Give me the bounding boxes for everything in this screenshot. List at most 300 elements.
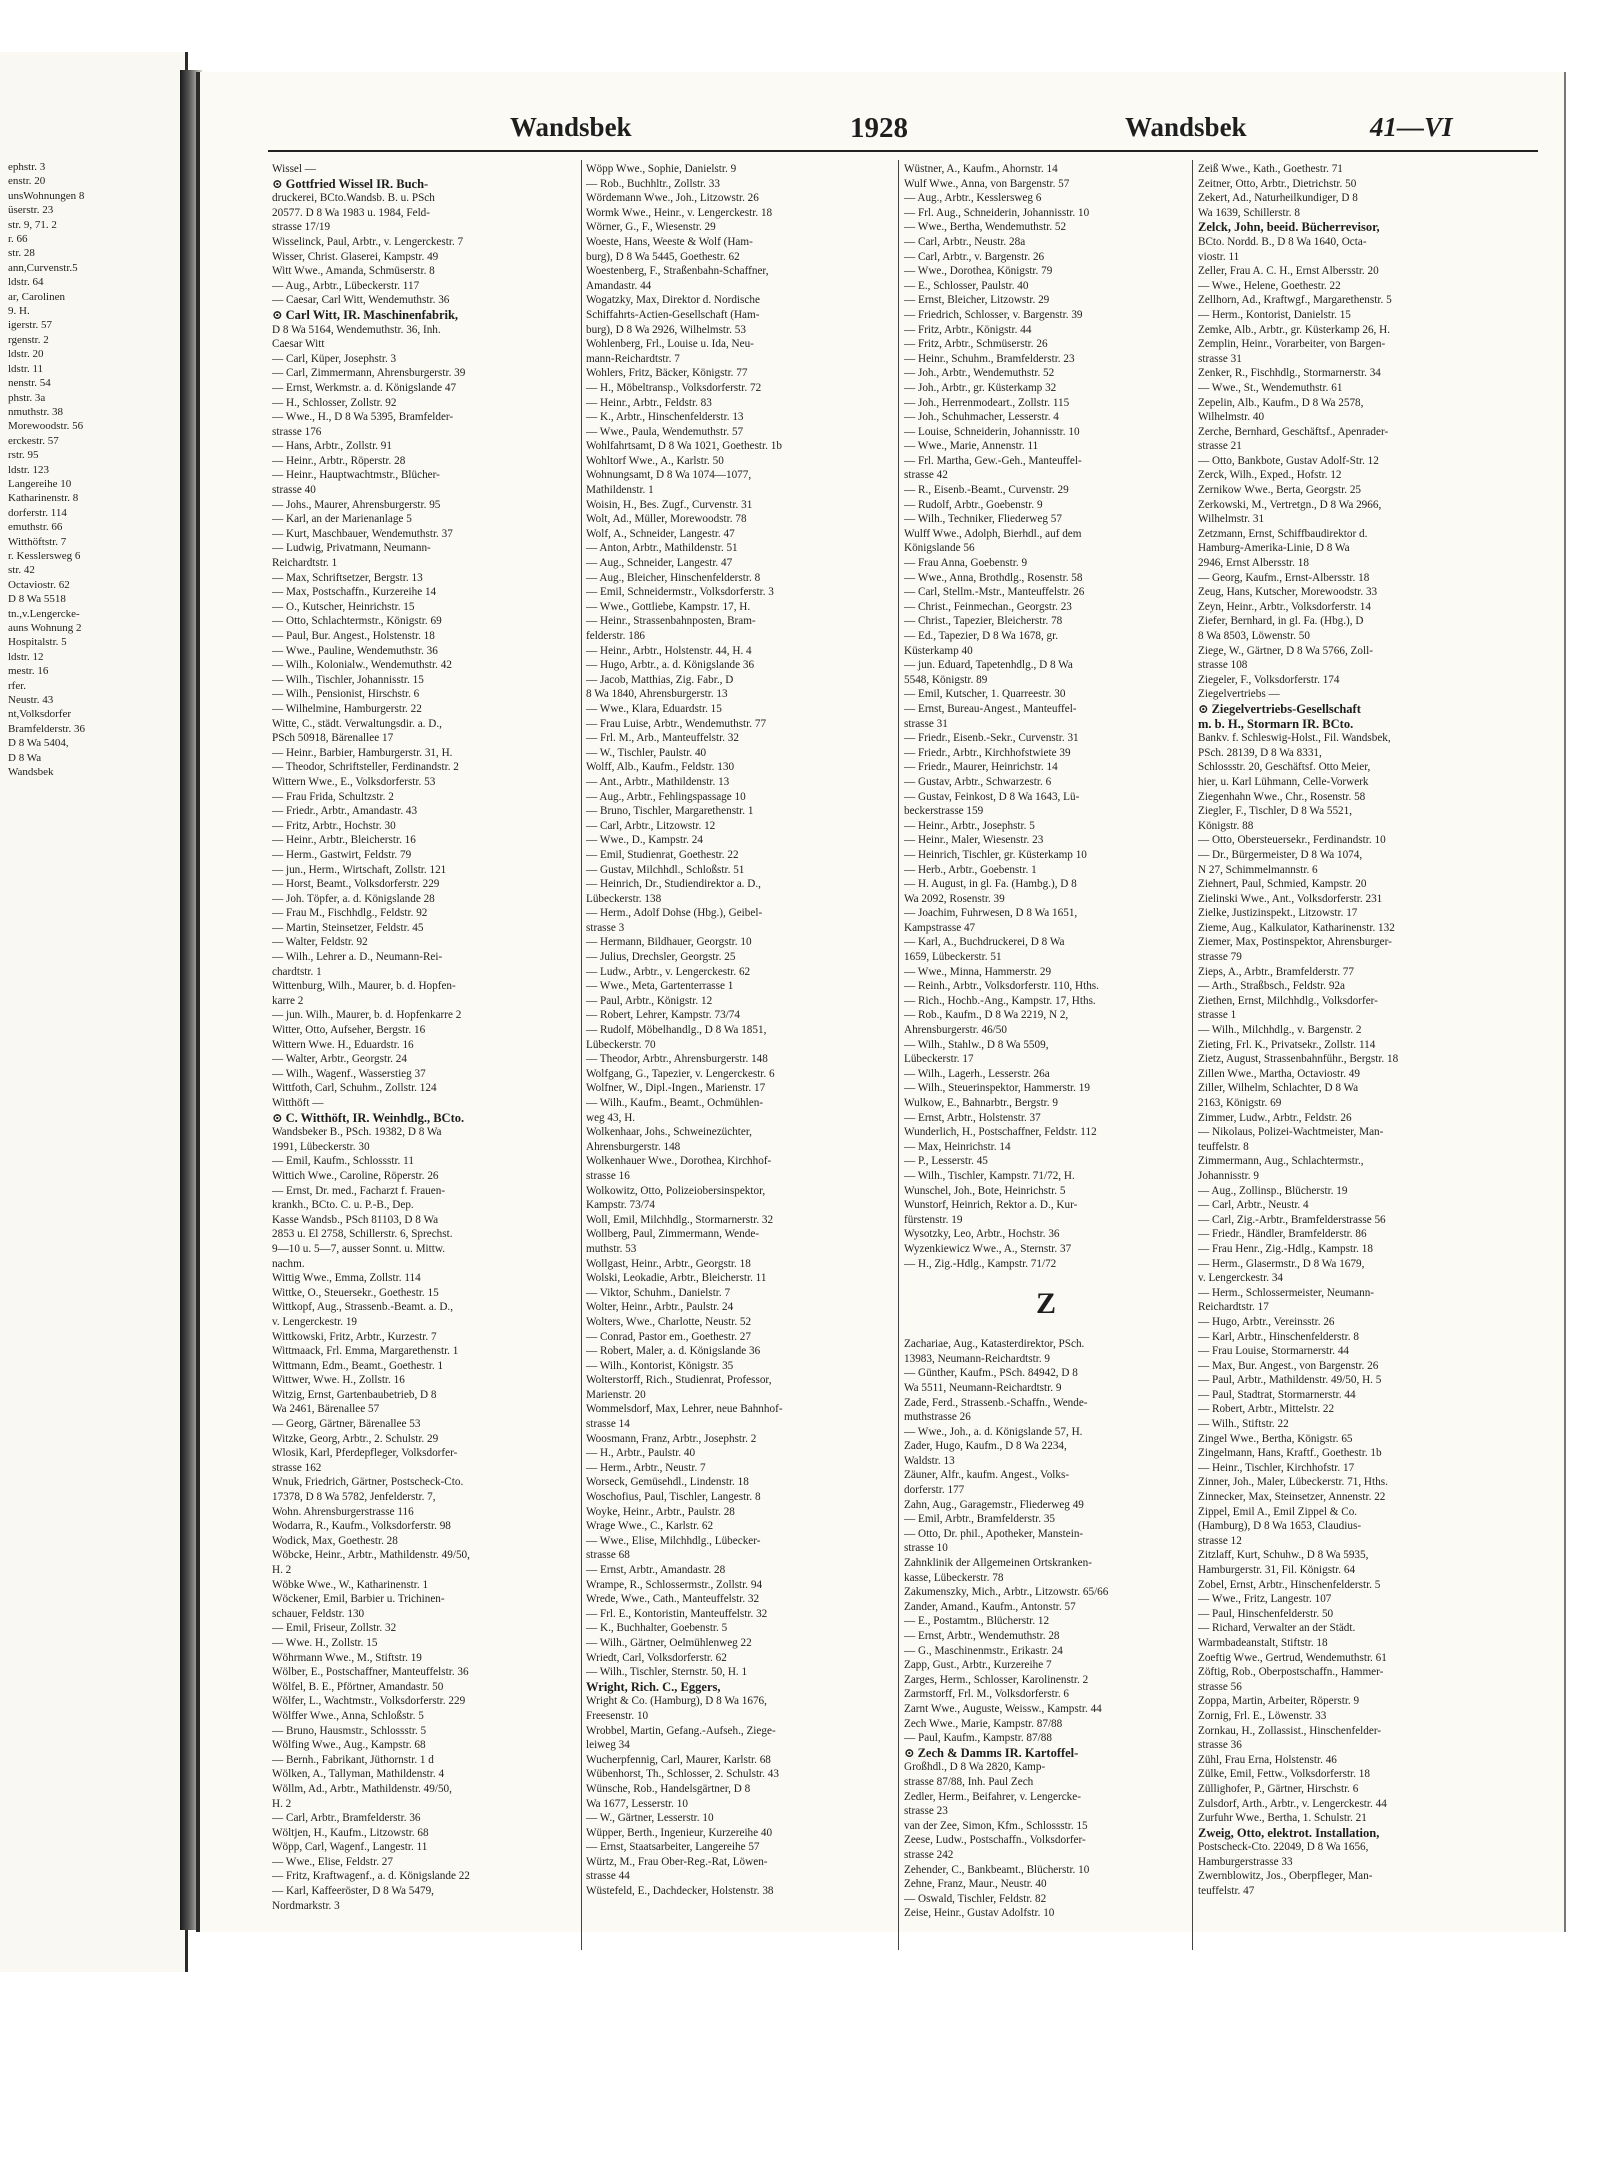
directory-entry: Freesenstr. 10: [586, 1709, 649, 1722]
facing-page-line: Witthöftstr. 7: [8, 535, 67, 548]
directory-entry: — Dr., Bürgermeister, D 8 Wa 1074,: [1198, 848, 1363, 861]
directory-entry: Wulkow, E., Bahnarbtr., Bergstr. 9: [904, 1097, 1058, 1109]
directory-entry: van der Zee, Simon, Kfm., Schlossstr. 15: [904, 1819, 1088, 1832]
facing-page-line: emuthstr. 66: [8, 521, 63, 534]
directory-entry: — Emil, Arbtr., Bramfelderstr. 35: [904, 1513, 1056, 1526]
directory-entry: — Frl. Martha, Gew.-Geh., Manteuffel-: [904, 454, 1082, 467]
directory-entry: Zornkau, H., Zollassist., Hinschenfelder-: [1198, 1724, 1382, 1737]
directory-entry: Zarges, Herm., Schlosser, Karolinenstr. 2: [904, 1673, 1089, 1686]
directory-entry: Zweig, Otto, elektrot. Installation,: [1198, 1825, 1380, 1840]
directory-entry: Zeese, Ludw., Postschaffn., Volksdorfer-: [904, 1834, 1086, 1847]
directory-entry: Lübeckerstr. 70: [586, 1038, 656, 1051]
directory-entry: — Wwe., Dorothea, Königstr. 79: [904, 265, 1053, 278]
directory-entry: Zielinski Wwe., Ant., Volksdorferstr. 231: [1198, 892, 1383, 905]
directory-entry: — Richard, Verwalter an der Städt.: [1198, 1622, 1356, 1635]
directory-entry: Wolterstorff, Rich., Studienrat, Professor,: [586, 1374, 772, 1387]
directory-entry: Wöbcke, Heinr., Arbtr., Mathildenstr. 49/50,: [272, 1549, 470, 1562]
directory-entry: — Aug., Arbtr., Fehlingspassage 10: [586, 790, 746, 803]
directory-entry: Wöllm, Ad., Arbtr., Mathildenstr. 49/50,: [272, 1782, 452, 1795]
facing-page-line: ephstr. 3: [8, 161, 46, 173]
directory-entry: Wittich Wwe., Caroline, Röperstr. 26: [272, 1169, 439, 1182]
directory-entry: ⊙ Zech & Damms IR. Kartoffel-: [904, 1745, 1079, 1760]
facing-page-line: tn.,v.Lengercke-: [8, 607, 80, 620]
directory-entry: Wünsche, Rob., Handelsgärtner, D 8: [586, 1782, 751, 1795]
directory-entry: — H., Möbeltransp., Volksdorferstr. 72: [586, 381, 762, 394]
directory-entry: 2853 u. El 2758, Schillerstr. 6, Sprechst.: [272, 1228, 453, 1241]
directory-entry: — K., Buchhalter, Goebenstr. 5: [586, 1622, 728, 1635]
facing-page-line: mestr. 16: [8, 665, 49, 678]
directory-entry: Wolski, Leokadie, Arbtr., Bleicherstr. 11: [586, 1272, 767, 1285]
directory-entry: — Frl. Aug., Schneiderin, Johannisstr. 10: [904, 206, 1090, 219]
directory-entry: Wittmaack, Frl. Emma, Margarethenstr. 1: [272, 1345, 459, 1358]
directory-entry: — Wilh., Wagenf., Wasserstieg 37: [272, 1067, 426, 1080]
directory-entry: — Joh., Arbtr., Wendemuthstr. 52: [904, 367, 1055, 380]
directory-entry: — Walter, Feldstr. 92: [272, 936, 368, 949]
directory-entry: — Nikolaus, Polizei-Wachtmeister, Man-: [1198, 1126, 1384, 1139]
directory-entry: — Wwe., Meta, Gartenterrasse 1: [586, 980, 734, 993]
directory-entry: — Wwe., Helene, Goethestr. 22: [1198, 279, 1341, 292]
directory-entry: — Wwe., Bertha, Wendemuthstr. 52: [904, 221, 1067, 234]
directory-entry: — Friedrich, Schlosser, v. Bargenstr. 39: [904, 308, 1083, 321]
facing-page-line: igerstr. 57: [8, 319, 52, 332]
directory-entry: Wolf, A., Schneider, Langestr. 47: [586, 527, 735, 540]
directory-entry: Wa 5511, Neumann-Reichardtstr. 9: [904, 1381, 1062, 1394]
facing-page-line: nenstr. 54: [8, 377, 51, 390]
directory-entry: burg), D 8 Wa 5445, Goethestr. 62: [586, 250, 740, 263]
directory-entry: Küsterkamp 40: [904, 644, 973, 657]
directory-entry: ⊙ Ziegelvertriebs-Gesellschaft: [1198, 701, 1361, 716]
directory-entry: — Paul, Hinschenfelderstr. 50: [1198, 1607, 1334, 1620]
directory-entry: Zimmer, Ludw., Arbtr., Feldstr. 26: [1198, 1111, 1352, 1124]
directory-entry: leiweg 34: [586, 1739, 630, 1752]
directory-entry: N 27, Schimmelmannstr. 6: [1198, 863, 1318, 876]
directory-entry: H. 2: [272, 1797, 292, 1810]
directory-entry: 5548, Königstr. 89: [904, 673, 988, 686]
directory-entry: Königslande 56: [904, 542, 975, 555]
directory-entry: — Georg, Gärtner, Bärenallee 53: [272, 1418, 421, 1431]
directory-entry: — Wilh., Gärtner, Oelmühlenweg 22: [586, 1636, 752, 1649]
directory-entry: v. Lengerckestr. 34: [1198, 1272, 1284, 1285]
directory-entry: — jun. Eduard, Tapetenhdlg., D 8 Wa: [904, 659, 1073, 672]
directory-entry: Zeug, Hans, Kutscher, Morewoodstr. 33: [1198, 586, 1378, 599]
directory-entry: — Friedr., Arbtr., Kirchhofstwiete 39: [904, 746, 1071, 759]
directory-entry: — Wwe., Paula, Wendemuthstr. 57: [586, 425, 744, 438]
directory-entry: Zurfuhr Wwe., Bertha, 1. Schulstr. 21: [1198, 1812, 1367, 1825]
directory-entry: Wüpper, Berth., Ingenieur, Kurzereihe 40: [586, 1826, 773, 1839]
directory-entry: Bankv. f. Schleswig-Holst., Fil. Wandsbek,: [1198, 732, 1391, 745]
directory-entry: Wriedt, Carl, Volksdorferstr. 62: [586, 1651, 727, 1664]
directory-entry: ⊙ Gottfried Wissel IR. Buch-: [272, 176, 429, 191]
facing-page-line: rgenstr. 2: [8, 333, 49, 346]
directory-entry: Wöhrmann Wwe., M., Stiftstr. 19: [272, 1651, 422, 1664]
facing-page-line: ldstr. 11: [8, 362, 44, 375]
directory-entry: — Joh. Töpfer, a. d. Königslande 28: [272, 892, 435, 905]
directory-entry: 13983, Neumann-Reichardtstr. 9: [904, 1352, 1051, 1365]
directory-entry: Wöckener, Emil, Barbier u. Trichinen-: [272, 1593, 445, 1606]
directory-entry: Zeyn, Heinr., Arbtr., Volksdorferstr. 14: [1198, 600, 1371, 613]
directory-entry: Woosmann, Franz, Arbtr., Josephstr. 2: [586, 1432, 757, 1445]
directory-entry: Zwernblowitz, Jos., Oberpfleger, Man-: [1198, 1870, 1373, 1883]
directory-entry: strasse 42: [904, 469, 948, 482]
directory-entry: Witt Wwe., Amanda, Schmüserstr. 8: [272, 265, 435, 278]
directory-entry: PSch. 28139, D 8 Wa 8331,: [1198, 746, 1322, 759]
directory-entry: Witthöft —: [272, 1097, 324, 1109]
directory-entry: — Günther, Kaufm., PSch. 84942, D 8: [904, 1367, 1078, 1380]
directory-entry: — Bruno, Hausmstr., Schlossstr. 5: [272, 1724, 427, 1737]
directory-entry: Wyzenkiewicz Wwe., A., Sternstr. 37: [904, 1242, 1072, 1255]
directory-entry: PSch 50918, Bärenallee 17: [272, 732, 394, 745]
facing-page-line: ar, Carolinen: [8, 290, 65, 303]
directory-entry: Wolfgang, G., Tapezier, v. Lengerckestr. 6: [586, 1067, 775, 1080]
facing-page-line: D 8 Wa 5518: [8, 593, 66, 606]
directory-entry: Ahrensburgerstr. 46/50: [904, 1024, 1007, 1037]
directory-entry: Witzke, Georg, Arbtr., 2. Schulstr. 29: [272, 1432, 439, 1445]
directory-entry: — Rob., Kaufm., D 8 Wa 2219, N 2,: [904, 1009, 1069, 1022]
directory-entry: strasse 16: [586, 1169, 630, 1182]
facing-page-line: ldstr. 123: [8, 463, 49, 476]
directory-entry: — Christ., Tapezier, Bleicherstr. 78: [904, 615, 1063, 628]
directory-entry: — Horst, Beamt., Volksdorferstr. 229: [272, 878, 440, 891]
directory-entry: Marienstr. 20: [586, 1388, 646, 1401]
directory-entry: — Aug., Zollinsp., Blücherstr. 19: [1198, 1184, 1348, 1197]
directory-entry: Wnuk, Friedrich, Gärtner, Postscheck-Cto.: [272, 1476, 464, 1489]
directory-entry: Zerche, Bernhard, Geschäftsf., Apenrader-: [1198, 425, 1389, 438]
directory-entry: weg 43, H.: [586, 1111, 636, 1124]
directory-entry: Reichardtstr. 17: [1198, 1301, 1269, 1314]
directory-entry: — Joh., Schuhmacher, Lesserstr. 4: [904, 411, 1059, 424]
directory-entry: — Emil, Schneidermstr., Volksdorferstr. 3: [586, 586, 774, 599]
directory-entry: Zemplin, Heinr., Vorarbeiter, von Bargen-: [1198, 338, 1386, 351]
column-separator: [581, 160, 582, 1950]
directory-entry: chardtstr. 1: [272, 965, 322, 978]
directory-entry: — Carl, Küper, Josephstr. 3: [272, 352, 397, 365]
directory-entry: — Louise, Schneiderin, Johannisstr. 10: [904, 425, 1080, 438]
facing-page-line: Neustr. 43: [8, 694, 54, 707]
directory-entry: — Robert, Arbtr., Mittelstr. 22: [1198, 1403, 1335, 1416]
directory-entry: — Carl, Arbtr., Bramfelderstr. 36: [272, 1812, 421, 1825]
directory-entry: — Paul, Kaufm., Kampstr. 87/88: [904, 1732, 1052, 1745]
directory-entry: — Karl, an der Marienanlage 5: [272, 513, 412, 526]
directory-entry: Wittmann, Edm., Beamt., Goethestr. 1: [272, 1359, 444, 1372]
directory-entry: — Robert, Lehrer, Kampstr. 73/74: [586, 1009, 740, 1022]
directory-entry: Zekert, Ad., Naturheilkundiger, D 8: [1198, 192, 1358, 205]
directory-entry: — Theodor, Arbtr., Ahrensburgerstr. 148: [586, 1053, 768, 1066]
facing-page-line: r. 66: [8, 233, 28, 246]
directory-entry: — Wilh., Kolonialw., Wendemuthstr. 42: [272, 659, 452, 672]
directory-entry: — Frau Anna, Goebenstr. 9: [904, 557, 1028, 570]
directory-entry: — Ernst, Bleicher, Litzowstr. 29: [904, 294, 1050, 307]
directory-entry: — Hans, Arbtr., Zollstr. 91: [272, 440, 392, 453]
directory-entry: — Frl. M., Arb., Manteuffelstr. 32: [586, 732, 739, 745]
directory-entry: Zarnt Wwe., Auguste, Weissw., Kampstr. 44: [904, 1702, 1102, 1715]
directory-entry: — Hermann, Bildhauer, Georgstr. 10: [586, 936, 752, 949]
directory-entry: Zenker, R., Fischhdlg., Stormarnerstr. 34: [1198, 367, 1381, 380]
directory-entry: Zeise, Heinr., Gustav Adolfstr. 10: [904, 1907, 1055, 1920]
directory-entry: Wittern Wwe. H., Eduardstr. 16: [272, 1038, 414, 1051]
facing-page-line: Hospitalstr. 5: [8, 636, 67, 649]
directory-entry: strasse 40: [272, 484, 316, 497]
directory-entry: Zöftig, Rob., Oberpostschaffn., Hammer-: [1198, 1666, 1384, 1679]
directory-entry: Wucherpfennig, Carl, Maurer, Karlstr. 68: [586, 1753, 771, 1766]
directory-entry: Wisser, Christ. Glaserei, Kampstr. 49: [272, 250, 439, 263]
directory-entry: 2946, Ernst Albersstr. 18: [1198, 557, 1309, 570]
directory-entry: Zapp, Gust., Arbtr., Kurzereihe 7: [904, 1659, 1052, 1672]
directory-entry: burg), D 8 Wa 2926, Wilhelmstr. 53: [586, 323, 746, 336]
directory-entry: — Heinr., Tischler, Kirchhofstr. 17: [1198, 1461, 1355, 1474]
directory-entry: Wüstefeld, E., Dachdecker, Holstenstr. 38: [586, 1885, 774, 1898]
directory-entry: — Max, Schriftsetzer, Bergstr. 13: [272, 571, 423, 584]
facing-page-line: rstr. 95: [8, 449, 39, 462]
directory-entry: BCto. Nordd. B., D 8 Wa 1640, Octa-: [1198, 235, 1367, 248]
directory-entry: Zech Wwe., Marie, Kampstr. 87/88: [904, 1717, 1063, 1730]
directory-entry: Wrage Wwe., C., Karlstr. 62: [586, 1520, 714, 1533]
directory-entry: — H., Arbtr., Paulstr. 40: [586, 1447, 696, 1460]
directory-entry: nachm.: [272, 1257, 305, 1270]
facing-page-line: nt,Volksdorfer: [8, 708, 72, 721]
facing-page-line: enstr. 20: [8, 175, 46, 188]
directory-entry: Wolter, Heinr., Arbtr., Paulstr. 24: [586, 1301, 734, 1314]
directory-entry: Wrampe, R., Schlossermstr., Zollstr. 94: [586, 1578, 763, 1591]
directory-entry: — Wilh., Lagerh., Lesserstr. 26a: [904, 1067, 1050, 1080]
directory-entry: Wogatzky, Max, Direktor d. Nordische: [586, 294, 760, 307]
directory-entry: — Heinr., Arbtr., Holstenstr. 44, H. 4: [586, 644, 752, 657]
directory-entry: 8 Wa 8503, Löwenstr. 50: [1198, 630, 1310, 642]
directory-entry: Nordmarkstr. 3: [272, 1899, 340, 1912]
directory-entry: Wohltorf Wwe., A., Karlstr. 50: [586, 454, 724, 467]
section-letter: Z: [1035, 1287, 1056, 1321]
directory-entry: 9—10 u. 5—7, ausser Sonnt. u. Mittw.: [272, 1242, 445, 1255]
directory-entry: Wodarra, R., Kaufm., Volksdorferstr. 98: [272, 1520, 451, 1533]
directory-entry: v. Lengerckestr. 19: [272, 1315, 358, 1328]
facing-page-line: 9. H.: [8, 305, 30, 318]
header-right-title: Wandsbek: [1125, 112, 1247, 142]
directory-column-4: [1198, 162, 1552, 1942]
directory-entry: Zinnecker, Max, Steinsetzer, Annenstr. 22: [1198, 1491, 1386, 1504]
directory-entry: — Wilh., Milchhdlg., v. Bargenstr. 2: [1198, 1024, 1362, 1037]
directory-entry: Kampstr. 73/74: [586, 1199, 655, 1212]
directory-entry: Woll, Emil, Milchhdlg., Stormarnerstr. 32: [586, 1213, 774, 1226]
directory-entry: Wolfner, W., Dipl.-Ingen., Marienstr. 17: [586, 1082, 766, 1095]
directory-entry: — H., Schlosser, Zollstr. 92: [272, 396, 397, 409]
directory-entry: — Wilh., Stiftstr. 22: [1198, 1418, 1289, 1431]
directory-entry: Wright, Rich. C., Eggers,: [586, 1679, 721, 1694]
facing-page-line: ldstr. 20: [8, 348, 44, 361]
directory-entry: Ziegler, F., Tischler, D 8 Wa 5521,: [1198, 805, 1353, 818]
directory-entry: Wölber, E., Postschaffner, Manteuffelstr. 36: [272, 1666, 469, 1679]
directory-entry: — Herm., Adolf Dohse (Hbg.), Geibel-: [586, 907, 763, 920]
directory-entry: — Anton, Arbtr., Mathildenstr. 51: [586, 542, 738, 555]
directory-entry: — Herm., Glasermstr., D 8 Wa 1679,: [1198, 1257, 1365, 1270]
directory-entry: Zülke, Emil, Fettw., Volksdorferstr. 18: [1198, 1768, 1370, 1781]
directory-entry: — Max, Bur. Angest., von Bargenstr. 26: [1198, 1359, 1379, 1372]
directory-entry: — Carl, Arbtr., Neustr. 28a: [904, 235, 1026, 248]
directory-entry: Zerck, Wilh., Exped., Hofstr. 12: [1198, 469, 1342, 482]
directory-entry: Zahn, Aug., Garagemstr., Fliederweg 49: [904, 1498, 1084, 1511]
directory-entry: Wissel —: [272, 163, 316, 175]
directory-entry: — Wilh., Pensionist, Hirschstr. 6: [272, 688, 420, 701]
directory-entry: Wodick, Max, Goethestr. 28: [272, 1534, 398, 1547]
directory-entry: Witter, Otto, Aufseher, Bergstr. 16: [272, 1024, 426, 1037]
directory-entry: — Ernst, Bureau-Angest., Manteuffel-: [904, 702, 1077, 715]
directory-entry: — Frau Henr., Zig.-Hdlg., Kampstr. 18: [1198, 1242, 1373, 1255]
directory-entry: — Viktor, Schuhm., Danielstr. 7: [586, 1286, 731, 1299]
directory-entry: Woyke, Heinr., Arbtr., Paulstr. 28: [586, 1505, 735, 1518]
directory-entry: Zühl, Frau Erna, Holstenstr. 46: [1198, 1753, 1337, 1766]
directory-entry: — E., Postamtm., Blücherstr. 12: [904, 1615, 1050, 1628]
directory-entry: Wa 1639, Schillerstr. 8: [1198, 206, 1300, 219]
directory-entry: Wübenhorst, Th., Schlosser, 2. Schulstr. 43: [586, 1768, 779, 1781]
directory-entry: — Gustav, Arbtr., Schwarzestr. 6: [904, 775, 1052, 788]
directory-entry: Ziefer, Bernhard, in gl. Fa. (Hbg.), D: [1198, 615, 1364, 628]
directory-entry: strasse 3: [586, 921, 625, 934]
directory-entry: Wulf Wwe., Anna, von Bargenstr. 57: [904, 177, 1070, 190]
directory-entry: — Aug., Schneider, Langestr. 47: [586, 557, 733, 570]
directory-entry: strasse 31: [904, 717, 948, 730]
directory-entry: Wittfoth, Carl, Schuhm., Zollstr. 124: [272, 1082, 437, 1095]
directory-entry: Zeiß Wwe., Kath., Goethestr. 71: [1198, 163, 1343, 175]
directory-entry: Wysotzky, Leo, Arbtr., Hochstr. 36: [904, 1228, 1060, 1241]
column-separator: [898, 160, 899, 1950]
directory-entry: Ziller, Wilhelm, Schlachter, D 8 Wa: [1198, 1082, 1359, 1095]
directory-entry: Würtz, M., Frau Ober-Reg.-Rat, Löwen-: [586, 1855, 768, 1868]
directory-entry: Amandastr. 44: [586, 279, 652, 292]
directory-entry: Zellhorn, Ad., Kraftwgf., Margarethenstr. 5: [1198, 294, 1392, 307]
directory-entry: — Ant., Arbtr., Mathildenstr. 13: [586, 775, 730, 788]
directory-entry: — Bernh., Fabrikant, Jüthornstr. 1 d: [272, 1753, 434, 1766]
directory-entry: muthstrasse 26: [904, 1411, 971, 1424]
facing-page-line: str. 42: [8, 564, 35, 577]
directory-entry: 20577. D 8 Wa 1983 u. 1984, Feld-: [272, 206, 430, 219]
facing-page-line: rfer.: [8, 679, 27, 692]
directory-entry: — Wilh., Lehrer a. D., Neumann-Rei-: [272, 951, 443, 964]
directory-entry: Ziemer, Max, Postinspektor, Ahrensburger-: [1198, 936, 1392, 949]
directory-entry: — Karl, A., Buchdruckerei, D 8 Wa: [904, 936, 1065, 949]
directory-entry: Wulff Wwe., Adolph, Bierhdl., auf dem: [904, 527, 1082, 540]
directory-entry: — Heinr., Maler, Wiesenstr. 23: [904, 834, 1044, 847]
directory-entry: — Paul, Arbtr., Mathildenstr. 49/50, H. 5: [1198, 1374, 1382, 1387]
directory-entry: strasse 176: [272, 425, 322, 438]
directory-entry: Wohlenberg, Frl., Louise u. Ida, Neu-: [586, 338, 754, 351]
directory-entry: Hamburgerstrasse 33: [1198, 1855, 1293, 1868]
directory-entry: Wa 1677, Lesserstr. 10: [586, 1797, 688, 1810]
header-year: 1928: [850, 112, 908, 144]
directory-entry: — Ernst, Werkmstr. a. d. Königslande 47: [272, 381, 457, 394]
directory-entry: Ziege, W., Gärtner, D 8 Wa 5766, Zoll-: [1198, 644, 1373, 657]
facing-page-line: str. 9, 71. 2: [8, 218, 57, 231]
directory-entry: strasse 87/88, Inh. Paul Zech: [904, 1775, 1034, 1788]
directory-entry: strasse 162: [272, 1461, 322, 1474]
directory-entry: strasse 68: [586, 1549, 630, 1562]
facing-page-text: [8, 160, 168, 1920]
directory-entry: Zernikow Wwe., Berta, Georgstr. 25: [1198, 484, 1362, 497]
directory-entry: strasse 10: [904, 1542, 948, 1555]
directory-entry: Zinner, Joh., Maler, Lübeckerstr. 71, Hths.: [1198, 1476, 1388, 1489]
directory-entry: — H. August, in gl. Fa. (Hambg.), D 8: [904, 878, 1077, 891]
directory-entry: Woeste, Hans, Weeste & Wolf (Ham-: [586, 235, 753, 248]
directory-entry: strasse 242: [904, 1848, 954, 1861]
directory-entry: — Emil, Studienrat, Goethestr. 22: [586, 848, 739, 861]
directory-entry: Wolkowitz, Otto, Polizeiobersinspektor,: [586, 1184, 766, 1197]
directory-entry: Wölfel, B. E., Pförtner, Amandastr. 50: [272, 1680, 444, 1693]
directory-entry: — Jacob, Matthias, Zig. Fabr., D: [586, 673, 734, 686]
directory-entry: Zachariae, Aug., Katasterdirektor, PSch.: [904, 1338, 1085, 1351]
directory-entry: Wormk Wwe., Heinr., v. Lengerckestr. 18: [586, 206, 773, 219]
directory-entry: Schiffahrts-Actien-Gesellschaft (Ham-: [586, 308, 760, 321]
directory-entry: — Reinh., Arbtr., Volksdorferstr. 110, Hths.: [904, 980, 1099, 993]
directory-entry: — Otto, Dr. phil., Apotheker, Manstein-: [904, 1527, 1084, 1540]
directory-entry: Ahrensburgerstr. 148: [586, 1140, 681, 1153]
directory-entry: Ziegeler, F., Volksdorferstr. 174: [1198, 673, 1340, 686]
directory-entry: Ziehnert, Paul, Schmied, Kampstr. 20: [1198, 878, 1367, 891]
directory-entry: teuffelstr. 8: [1198, 1140, 1249, 1153]
directory-entry: — Frl. E., Kontoristin, Manteuffelstr. 32: [586, 1607, 768, 1620]
directory-entry: Zieps, A., Arbtr., Bramfelderstr. 77: [1198, 965, 1354, 978]
directory-entry: Witzig, Ernst, Gartenbaubetrieb, D 8: [272, 1388, 437, 1401]
directory-entry: — R., Eisenb.-Beamt., Curvenstr. 29: [904, 484, 1069, 497]
directory-entry: Lübeckerstr. 17: [904, 1053, 974, 1066]
directory-entry: Wollgast, Heinr., Arbtr., Georgstr. 18: [586, 1257, 751, 1270]
directory-entry: strasse 56: [1198, 1680, 1242, 1693]
directory-entry: Johannisstr. 9: [1198, 1169, 1259, 1182]
directory-entry: Zitzlaff, Kurt, Schuhw., D 8 Wa 5935,: [1198, 1549, 1369, 1562]
directory-entry: strasse 17/19: [272, 221, 331, 234]
directory-entry: Wittkopf, Aug., Strassenb.-Beamt. a. D.,: [272, 1301, 454, 1314]
directory-entry: Wörner, G., F., Wiesenstr. 29: [586, 221, 716, 234]
directory-entry: strasse 79: [1198, 951, 1242, 964]
directory-entry: Wölffer Wwe., Anna, Schloßstr. 5: [272, 1709, 424, 1722]
directory-entry: — Carl, Arbtr., v. Bargenstr. 26: [904, 250, 1045, 263]
directory-entry: — Bruno, Tischler, Margarethenstr. 1: [586, 805, 754, 818]
directory-entry: — Wilh., Steuerinspektor, Hammerstr. 19: [904, 1082, 1090, 1095]
directory-entry: — Aug., Arbtr., Lübeckerstr. 117: [272, 279, 420, 292]
directory-entry: — Fritz, Arbtr., Schmüserstr. 26: [904, 338, 1048, 351]
directory-entry: — Wilh., Stahlw., D 8 Wa 5509,: [904, 1038, 1049, 1051]
facing-page-line: Wandsbek: [8, 766, 54, 779]
directory-entry: — Wwe., D., Kampstr. 24: [586, 834, 703, 847]
directory-entry: Wa 2092, Rosenstr. 39: [904, 892, 1005, 905]
directory-entry: strasse 31: [1198, 352, 1242, 365]
directory-entry: hier, u. Karl Lühmann, Celle-Vorwerk: [1198, 775, 1369, 788]
directory-entry: Ziegenhahn Wwe., Chr., Rosenstr. 58: [1198, 790, 1366, 803]
directory-entry: — Heinr., Arbtr., Röperstr. 28: [272, 454, 406, 467]
directory-entry: karre 2: [272, 994, 304, 1007]
directory-entry: Zehender, C., Bankbeamt., Blücherstr. 10: [904, 1863, 1090, 1876]
directory-entry: Zieme, Aug., Kalkulator, Katharinenstr. 132: [1198, 921, 1395, 934]
directory-entry: strasse 1: [1198, 1009, 1237, 1022]
directory-entry: Wölfer, L., Wachtmstr., Volksdorferstr. 229: [272, 1695, 466, 1708]
directory-entry: Zieting, Frl. K., Privatsekr., Zollstr. 114: [1198, 1038, 1376, 1051]
directory-entry: Wolkenhaar, Johs., Schweinezüchter,: [586, 1126, 752, 1139]
directory-entry: — Fritz, Kraftwagenf., a. d. Königslande 22: [272, 1870, 470, 1883]
directory-entry: Reichardtstr. 1: [272, 557, 338, 570]
directory-entry: — Paul, Bur. Angest., Holstenstr. 18: [272, 630, 435, 642]
facing-page-line: ann,Curvenstr.5: [8, 261, 78, 274]
directory-entry: — Carl, Arbtr., Litzowstr. 12: [586, 819, 716, 832]
directory-entry: — Georg, Kaufm., Ernst-Albersstr. 18: [1198, 571, 1370, 584]
facing-page-line: ldstr. 64: [8, 276, 44, 289]
directory-entry: Wohlfahrtsamt, D 8 Wa 1021, Goethestr. 1b: [586, 440, 782, 453]
directory-entry: — W., Gärtner, Lesserstr. 10: [586, 1812, 714, 1825]
directory-entry: — P., Lesserstr. 45: [904, 1155, 988, 1168]
directory-entry: Zielke, Justizinspekt., Litzowstr. 17: [1198, 907, 1358, 920]
directory-entry: Wölken, A., Tallyman, Mathildenstr. 4: [272, 1768, 445, 1781]
directory-entry: Zillen Wwe., Martha, Octaviostr. 49: [1198, 1067, 1360, 1080]
directory-entry: — H., Zig.-Hdlg., Kampstr. 71/72: [904, 1257, 1057, 1270]
directory-column-3: [904, 162, 1188, 1942]
directory-entry: Zemke, Alb., Arbtr., gr. Küsterkamp 26, H.: [1198, 323, 1391, 336]
directory-entry: Wohlers, Fritz, Bäcker, Königstr. 77: [586, 367, 748, 380]
directory-entry: — Herm., Gastwirt, Feldstr. 79: [272, 848, 412, 861]
